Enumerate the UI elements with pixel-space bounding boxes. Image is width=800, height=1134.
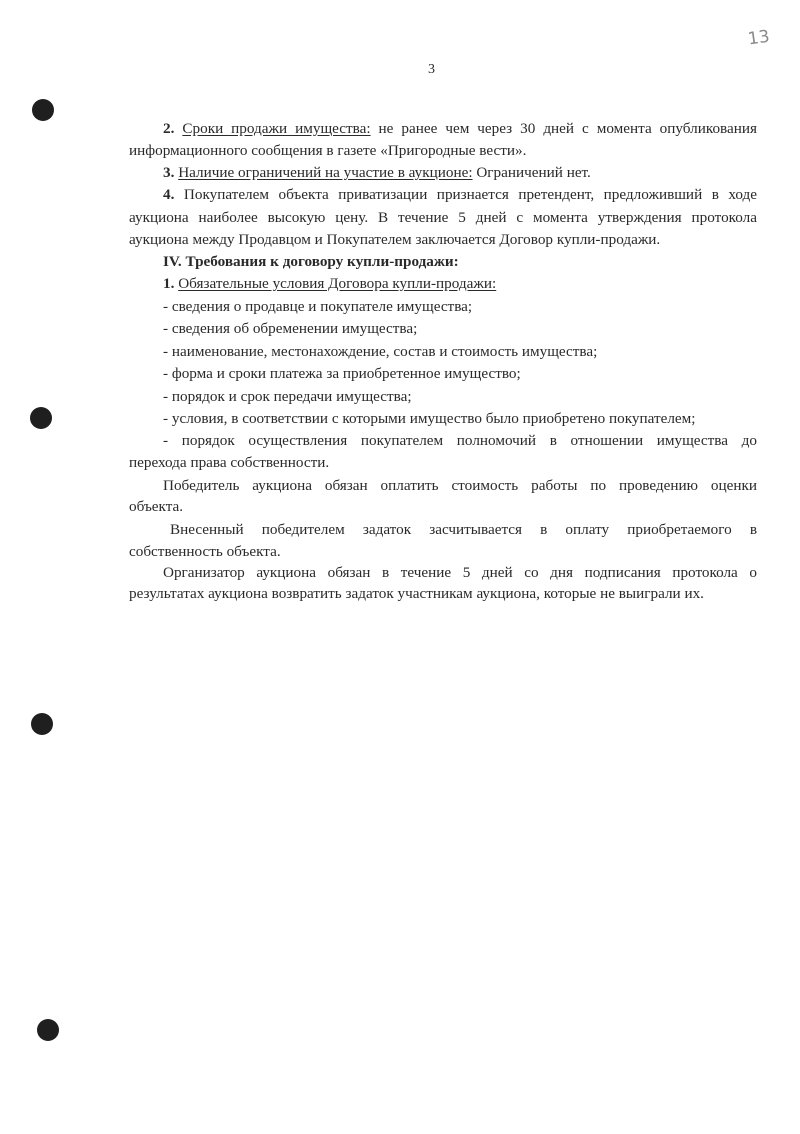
heading-iv — [163, 253, 459, 271]
section-2-line-2: информационного сообщения в газете «Пригородные вести». — [129, 142, 527, 159]
page-number: 3 — [428, 62, 435, 77]
handwritten-sheet-number: 13 — [746, 26, 771, 50]
punch-hole — [31, 713, 53, 735]
section-3 — [163, 164, 591, 182]
punch-hole — [37, 1019, 59, 1041]
section-2-line-1 — [163, 120, 757, 138]
condition-item: - условия, в соответствии с которыми имущество было приобретено покупателем; — [163, 410, 696, 427]
punch-hole — [30, 407, 52, 429]
section-2-label: Сроки продажи имущества: — [182, 120, 371, 137]
condition-item: - сведения об обременении имущества; — [163, 320, 418, 337]
para-winner-line-1: Победитель аукциона обязан оплатить стоимость работы по проведению оценки — [163, 477, 757, 494]
section-3-label: Наличие ограничений на участие в аукционе: — [178, 164, 473, 181]
subsection-1 — [163, 275, 496, 293]
condition-item: - форма и сроки платежа за приобретенное имущество; — [163, 365, 521, 382]
section-3-number: 3. — [163, 164, 175, 181]
condition-item-last-line-2: перехода права собственности. — [129, 454, 330, 471]
section-4-line-1 — [163, 186, 757, 204]
subsection-1-label: Обязательные условия Договора купли-продажи: — [178, 275, 497, 292]
subsection-1-number: 1. — [163, 275, 175, 292]
condition-item: - наименование, местонахождение, состав и стоимость имущества; — [163, 343, 598, 360]
punch-hole — [32, 99, 54, 121]
heading-iv-text: IV. Требования к договору купли-продажи: — [163, 253, 459, 270]
section-2-number: 2. — [163, 120, 175, 137]
condition-item: - порядок и срок передачи имущества; — [163, 388, 412, 405]
section-4-line-3: аукциона между Продавцом и Покупателем заключается Договор купли-продажи. — [129, 231, 661, 248]
para-winner-line-2: объекта. — [129, 498, 184, 515]
para-organizer-line-1: Организатор аукциона обязан в течение 5 дней со дня подписания протокола о — [163, 564, 757, 581]
section-2-text: не ранее чем через 30 дней с момента опубликования — [370, 120, 757, 137]
section-4-line-2: аукциона наиболее высокую цену. В течение 5 дней с момента утверждения протокола — [129, 209, 757, 226]
section-3-text: Ограничений нет. — [472, 164, 591, 181]
para-deposit-line-1: Внесенный победителем задаток засчитывается в оплату приобретаемого в — [170, 521, 757, 538]
condition-item: - сведения о продавце и покупателе имущества; — [163, 298, 473, 315]
section-4-number: 4. — [163, 186, 175, 203]
condition-item-last-line-1: - порядок осуществления покупателем полномочий в отношении имущества до — [163, 432, 757, 449]
para-organizer-line-2: результатах аукциона возвратить задаток участникам аукциона, которые не выиграли их. — [129, 585, 704, 602]
section-4-text: Покупателем объекта приватизации признается претендент, предложивший в ходе — [174, 186, 757, 203]
para-deposit-line-2: собственность объекта. — [129, 543, 281, 560]
